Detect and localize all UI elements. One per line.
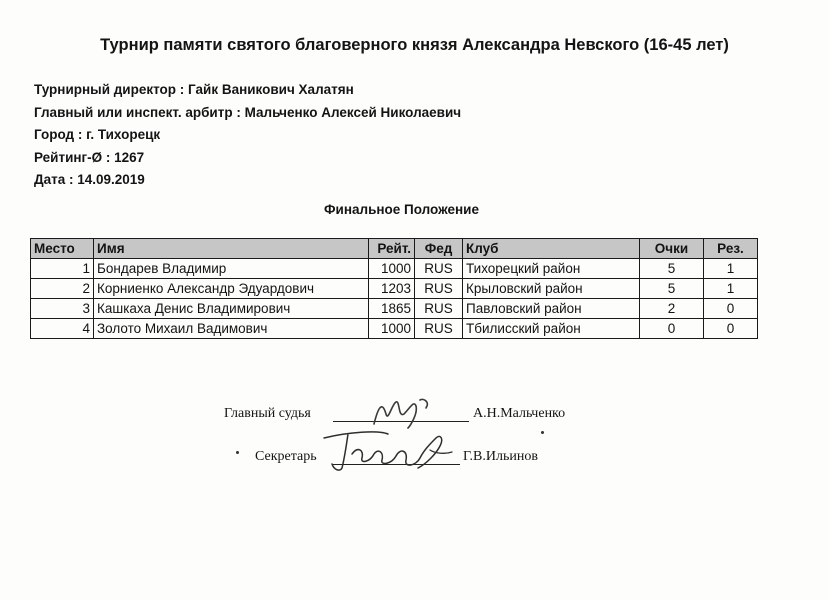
- header-name: Имя: [94, 239, 369, 259]
- cell-points: 5: [640, 279, 704, 299]
- standings-table: [30, 238, 758, 339]
- cell-points: 0: [640, 319, 704, 339]
- cell-name: Кашкаха Денис Владимирович: [94, 299, 369, 319]
- secretary-signature: [318, 424, 458, 474]
- cell-club: Крыловский район: [463, 279, 640, 299]
- tournament-info: [34, 79, 461, 192]
- header-points: Очки: [640, 239, 704, 259]
- chief-judge-name: А.Н.Мальченко: [473, 406, 566, 421]
- cell-fed: RUS: [415, 259, 463, 279]
- cell-club: Павловский район: [463, 299, 640, 319]
- cell-name: Золото Михаил Вадимович: [94, 319, 369, 339]
- cell-place: 4: [31, 319, 94, 339]
- city-line: Город : г. Тихорецк: [34, 127, 161, 142]
- cell-fed: RUS: [415, 279, 463, 299]
- secretary-name: Г.В.Ильинов: [463, 449, 538, 464]
- cell-points: 5: [640, 259, 704, 279]
- cell-result: 1: [704, 279, 758, 299]
- cell-rating: 1203: [369, 279, 415, 299]
- cell-club: Тихорецкий район: [463, 259, 640, 279]
- cell-result: 0: [704, 319, 758, 339]
- arbiter-line: Главный или инспект. арбитр : Мальченко Алексей Николаевич: [34, 104, 462, 120]
- cell-fed: RUS: [415, 319, 463, 339]
- cell-club: Тбилисский район: [463, 319, 640, 339]
- header-result: Рез.: [704, 239, 758, 259]
- director-line: Турнирный директор : Гайк Ваникович Халатян: [34, 82, 354, 97]
- table-row: [31, 299, 758, 319]
- chief-judge-label: Главный судья: [224, 406, 311, 421]
- date-line: Дата : 14.09.2019: [34, 172, 145, 187]
- ink-dot: [236, 451, 239, 454]
- cell-name: Бондарев Владимир: [94, 259, 369, 279]
- cell-place: 2: [31, 279, 94, 299]
- standings-heading: Финальное Положение: [324, 202, 479, 217]
- cell-place: 3: [31, 299, 94, 319]
- tournament-title: Турнир памяти святого благоверного князя Александра Невского (16-45 лет): [100, 36, 729, 54]
- rating-line: Рейтинг-Ø : 1267: [34, 149, 145, 165]
- cell-rating: 1865: [369, 299, 415, 319]
- table-row: [31, 259, 758, 279]
- cell-points: 2: [640, 299, 704, 319]
- header-club: Клуб: [463, 239, 640, 259]
- cell-fed: RUS: [415, 299, 463, 319]
- cell-place: 1: [31, 259, 94, 279]
- table-header-row: [31, 239, 758, 259]
- ink-dot: [541, 431, 544, 434]
- cell-result: 1: [704, 259, 758, 279]
- secretary-label: Секретарь: [255, 449, 317, 464]
- cell-rating: 1000: [369, 259, 415, 279]
- cell-name: Корниенко Александр Эдуардович: [94, 279, 369, 299]
- table-row: [31, 319, 758, 339]
- header-place: Место: [31, 239, 94, 259]
- cell-result: 0: [704, 299, 758, 319]
- header-rating: Рейт.: [369, 239, 415, 259]
- header-fed: Фед: [415, 239, 463, 259]
- cell-rating: 1000: [369, 319, 415, 339]
- table-row: [31, 279, 758, 299]
